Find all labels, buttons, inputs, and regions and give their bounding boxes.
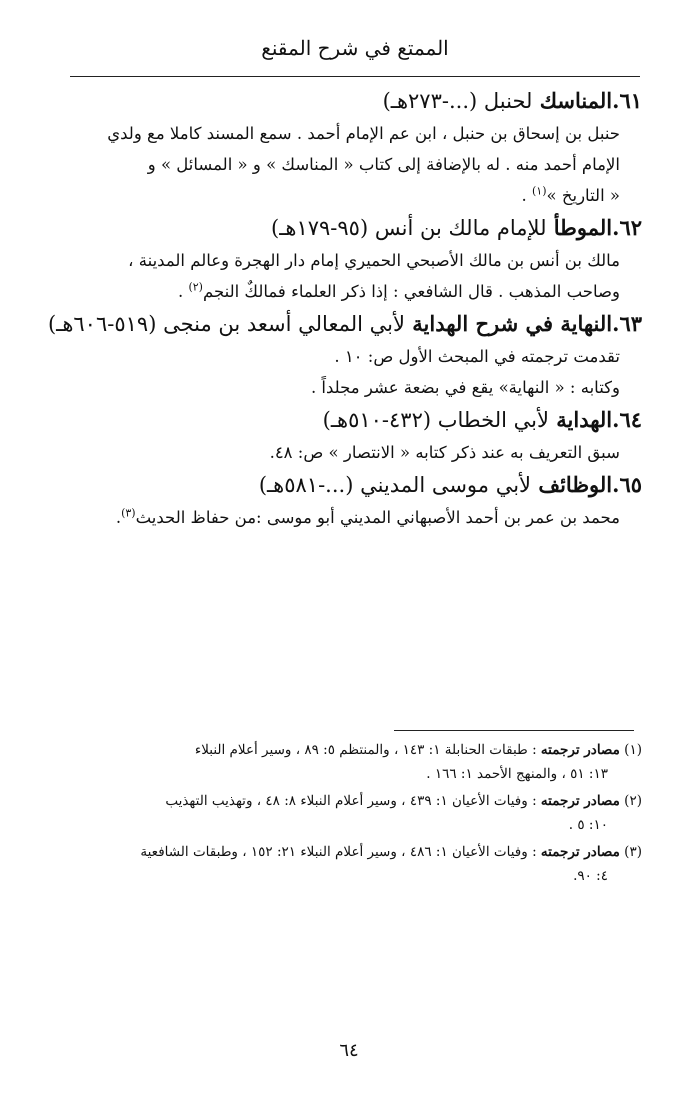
entry-heading bbox=[52, 403, 642, 437]
book-title: الهداية bbox=[556, 407, 613, 432]
footnote-marker[interactable]: (٣) bbox=[121, 506, 136, 520]
book-title: الموطأ bbox=[553, 215, 613, 240]
footnote-continuation: ١٠: ٥ . bbox=[568, 817, 608, 833]
footnote-number: (٣) bbox=[624, 844, 642, 860]
entry-65 bbox=[52, 468, 642, 533]
entry-number: ٦١. bbox=[612, 88, 642, 113]
entry-line: حنبل بن إسحاق بن حنبل ، ابن عم الإمام أحمد . سمع المسند كاملا مع ولدي bbox=[107, 124, 620, 143]
footnote-continuation: ١٣: ٥١ ، والمنهج الأحمد ١: ١٦٦ . bbox=[426, 766, 608, 782]
footnote-text: : وفيات الأعيان ١: ٤٨٦ ، وسير أعلام النبلاء ٢١: ١٥٢ ، وطبقات الشافعية bbox=[140, 844, 541, 860]
footnote-2 bbox=[42, 789, 642, 837]
author-dates: لأبي المعالي أسعد بن منجى (٥١٩-٦٠٦هـ) bbox=[47, 312, 405, 336]
entry-heading bbox=[52, 211, 642, 245]
entry-number: ٦٤. bbox=[612, 407, 642, 432]
footnote-number: (٢) bbox=[624, 793, 642, 809]
entry-heading bbox=[52, 84, 642, 118]
header-rule bbox=[70, 76, 640, 77]
entry-line: وكتابه : « النهاية» يقع في بضعة عشر مجلداً . bbox=[310, 378, 620, 397]
footnote-label: مصادر ترجمته bbox=[540, 793, 620, 809]
entry-62 bbox=[52, 211, 642, 307]
footnote-1 bbox=[42, 738, 642, 786]
page-number: ٦٤ bbox=[339, 1040, 359, 1061]
entry-64 bbox=[52, 403, 642, 468]
book-title: النهاية في شرح الهداية bbox=[412, 311, 613, 336]
book-title: الوظائف bbox=[538, 472, 613, 497]
entry-number: ٦٣. bbox=[612, 311, 642, 336]
author-dates: لأبي الخطاب (٤٣٢-٥١٠هـ) bbox=[322, 408, 549, 432]
footnote-number: (١) bbox=[624, 742, 642, 758]
entry-line: مالك بن أنس بن مالك الأصبحي الحميري إمام دار الهجرة وعالم المدينة ، bbox=[128, 251, 620, 270]
footnote-label: مصادر ترجمته bbox=[540, 742, 620, 758]
footnote-3 bbox=[42, 840, 642, 888]
book-title: المناسك bbox=[539, 88, 613, 113]
footnote-rule bbox=[394, 730, 634, 731]
entry-line: سبق التعريف به عند ذكر كتابه « الانتصار » ص: ٤٨. bbox=[269, 443, 620, 462]
entry-number: ٦٥. bbox=[612, 472, 642, 497]
author-dates: للإمام مالك بن أنس (٩٥-١٧٩هـ) bbox=[271, 216, 547, 240]
entry-line: « التاريخ »$^{(١)}$ . bbox=[521, 184, 620, 205]
footnote-marker[interactable]: (٢) bbox=[188, 280, 203, 294]
author-dates: لحنبل (...-٢٧٣هـ) bbox=[382, 89, 533, 113]
entry-63 bbox=[47, 307, 642, 403]
entry-heading bbox=[47, 307, 642, 341]
entry-line: الإمام أحمد منه . له بالإضافة إلى كتاب « المناسك » و « المسائل » و bbox=[147, 155, 620, 174]
footnotes bbox=[42, 738, 642, 891]
entry-61 bbox=[52, 84, 642, 211]
footnote-text: : وفيات الأعيان ١: ٤٣٩ ، وسير أعلام النبلاء ٨: ٤٨ ، وتهذيب التهذيب bbox=[165, 793, 541, 809]
footnote-label: مصادر ترجمته bbox=[540, 844, 620, 860]
entry-line: محمد بن عمر بن أحمد الأصبهاني المديني أبو موسى :من حفاظ الحديث$^{(٣)}$. bbox=[115, 506, 620, 527]
entry-line: وصاحب المذهب . قال الشافعي : إذا ذكر العلماء فمالكٌ النجم$^{(٢)}$ . bbox=[177, 280, 620, 301]
entry-number: ٦٢. bbox=[612, 215, 642, 240]
entries-body bbox=[47, 84, 642, 533]
footnote-marker[interactable]: (١) bbox=[531, 184, 547, 198]
entry-line: تقدمت ترجمته في المبحث الأول ص: ١٠ . bbox=[334, 347, 620, 366]
footnote-text: : طبقات الحنابلة ١: ١٤٣ ، والمنتظم ٥: ٨٩ ، وسير أعلام النبلاء bbox=[194, 742, 541, 758]
entry-heading bbox=[52, 468, 642, 502]
running-title: الممتع في شرح المقنع bbox=[261, 36, 449, 60]
footnote-continuation: ٤: ٩٠. bbox=[573, 868, 608, 884]
author-dates: لأبي موسى المديني (...-٥٨١هـ) bbox=[258, 473, 532, 497]
